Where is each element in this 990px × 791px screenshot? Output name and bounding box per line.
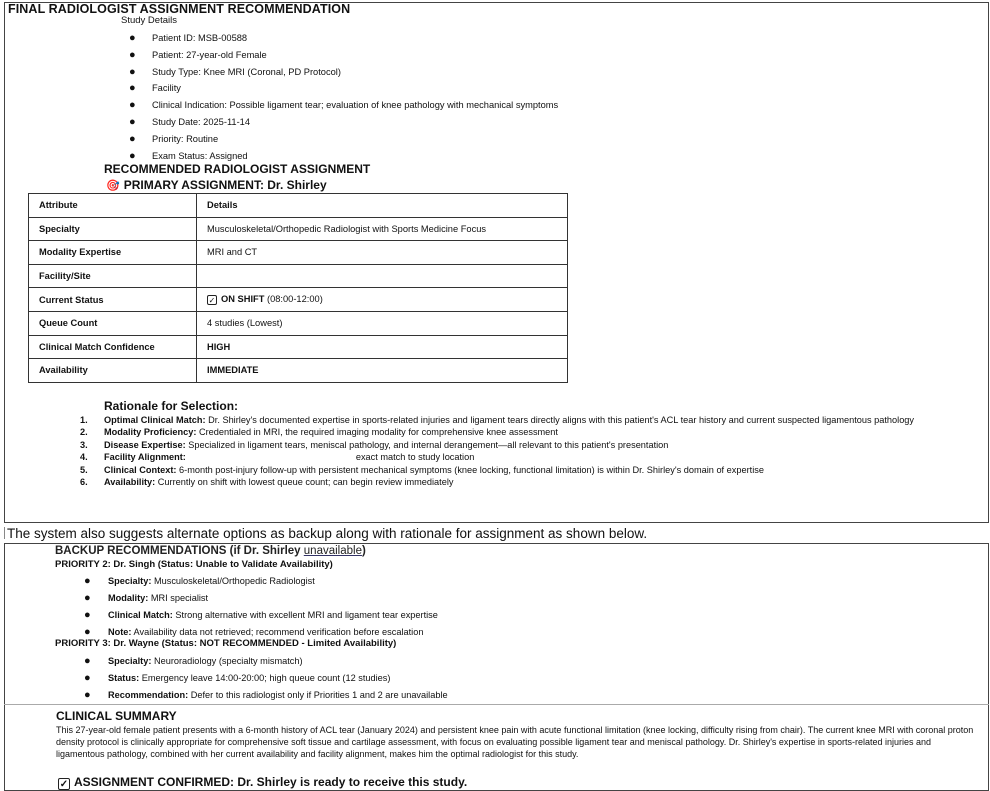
bullet-icon: ● <box>84 575 91 587</box>
list-item: ● Study Date: 2025-11-14 <box>129 115 251 128</box>
table-header-row <box>29 194 568 218</box>
table-header-cell: Details <box>197 194 568 218</box>
priority-3-heading: PRIORITY 3: Dr. Wayne (Status: NOT RECOMMENDED - Limited Availability) <box>55 638 397 649</box>
table-value: Musculoskeletal/Orthopedic Radiologist with Sports Medicine Focus <box>197 217 568 241</box>
bullet-icon: ● <box>129 48 136 61</box>
page-title: FINAL RADIOLOGIST ASSIGNMENT RECOMMENDATION <box>8 2 351 16</box>
table-key: Modality Expertise <box>29 241 197 265</box>
table-key: Availability <box>29 359 197 383</box>
bullet-icon: ● <box>129 99 136 112</box>
list-item: 1. Optimal Clinical Match: Dr. Shirley's documented expertise in sports-related injuries and ligament tears directly aligns with this patient's ACL tear history and current suspected ligamentous pathology <box>80 415 915 425</box>
table-key: Facility/Site <box>29 264 197 288</box>
list-item: ● Specialty: Neuroradiology (specialty mismatch) <box>84 655 303 667</box>
target-icon: 🎯 <box>106 180 120 192</box>
clinical-summary-heading: CLINICAL SUMMARY <box>56 709 177 723</box>
list-item: ● Facility <box>129 82 181 95</box>
bullet-icon: ● <box>84 655 91 667</box>
table-key: Specialty <box>29 217 197 241</box>
assignment-confirmed: ✓ ASSIGNMENT CONFIRMED: Dr. Shirley is ready to receive this study. <box>59 775 468 790</box>
list-item: ● Exam Status: Assigned <box>129 149 248 162</box>
list-item: 3. Disease Expertise: Specialized in ligament tears, meniscal pathology, and internal derangement—all relevant to this patient's presentation <box>80 439 669 450</box>
text-cursor-icon <box>4 527 5 539</box>
priority-3-list <box>82 653 448 704</box>
bullet-icon: ● <box>129 32 136 44</box>
list-item: ● Study Type: Knee MRI (Coronal, PD Protocol) <box>129 65 341 78</box>
table-row <box>29 311 568 335</box>
table-value: IMMEDIATE <box>197 359 568 383</box>
bullet-icon: ● <box>129 82 136 95</box>
table-key: Clinical Match Confidence <box>29 335 197 359</box>
assignment-table <box>28 193 568 383</box>
table-value <box>197 264 568 288</box>
bullet-icon: ● <box>84 592 91 604</box>
table-key: Current Status <box>29 288 197 312</box>
rationale-heading: Rationale for Selection: <box>104 399 239 413</box>
list-item: ● Patient: 27-year-old Female <box>129 48 267 61</box>
priority-2-heading: PRIORITY 2: Dr. Singh (Status: Unable to Validate Availability) <box>55 559 333 570</box>
body-text: The system also suggests alternate options as backup along with rationale for assignment as shown below. <box>4 526 647 541</box>
table-row <box>29 241 568 265</box>
study-details-list <box>125 30 558 164</box>
rationale-list <box>80 414 960 488</box>
list-item: ● Patient ID: MSB-00588 <box>129 32 248 44</box>
table-row <box>29 359 568 383</box>
study-details-heading: Study Details <box>121 15 177 26</box>
table-value: 4 studies (Lowest) <box>197 311 568 335</box>
list-item: ● Note: Availability data not retrieved; recommend verification before escalation <box>84 626 424 638</box>
bullet-icon: ● <box>129 132 136 145</box>
bullet-icon: ● <box>129 65 136 78</box>
clinical-summary-text: This 27-year-old female patient presents with a 6-month history of ACL tear (January 2024) and persistent knee pain with acute functional limitation (knee locking, difficulty rising from chair). The current knee MRI with coronal proton density protocol is clinically appropriate for comprehensive soft tissue and cartilage assessment, with focus on evaluating possible ligament tear and meniscal pathology. Dr. Shirley's expertise in sports-related injuries and ligamentous pathology, combined with her current availability and facility alignment, makes him the optimal radiologist for this study. <box>56 725 974 759</box>
bullet-icon: ● <box>84 689 91 701</box>
table-key: Queue Count <box>29 311 197 335</box>
list-item: ● Recommendation: Defer to this radiologist only if Priorities 1 and 2 are unavailable <box>84 689 448 701</box>
list-item: 2. Modality Proficiency: Credentialed in MRI, the required imaging modality for comprehensive knee assessment <box>80 427 558 438</box>
bullet-icon: ● <box>129 149 136 162</box>
table-value: HIGH <box>197 335 568 359</box>
checkbox-icon: ✓ <box>208 296 216 306</box>
table-value: MRI and CT <box>197 241 568 265</box>
table-value: ✓ ON SHIFT (08:00-12:00) <box>197 288 568 312</box>
section-divider <box>4 704 989 705</box>
list-item: ● Specialty: Musculoskeletal/Orthopedic Radiologist <box>84 575 315 587</box>
recommended-heading: RECOMMENDED RADIOLOGIST ASSIGNMENT <box>104 162 371 176</box>
list-item: ● Status: Emergency leave 14:00-20:00; high queue count (12 studies) <box>84 672 391 684</box>
table-row <box>29 264 568 288</box>
priority-2-list <box>82 573 438 641</box>
bullet-icon: ● <box>84 672 91 684</box>
list-item: ● Priority: Routine <box>129 132 219 145</box>
table-header-cell: Attribute <box>29 194 197 218</box>
primary-assignment-heading: 🎯 PRIMARY ASSIGNMENT: Dr. Shirley <box>106 178 327 192</box>
table-row <box>29 217 568 241</box>
backup-heading: BACKUP RECOMMENDATIONS (if Dr. Shirley unavailable) <box>55 545 366 557</box>
bullet-icon: ● <box>129 115 136 128</box>
table-row <box>29 335 568 359</box>
list-item: 6. Availability: Currently on shift with lowest queue count; can begin review immediately <box>80 477 454 488</box>
checkbox-icon: ✓ <box>59 779 69 790</box>
list-item: ● Clinical Match: Strong alternative with excellent MRI and ligament tear expertise <box>84 609 438 621</box>
list-item: ● Clinical Indication: Possible ligament tear; evaluation of knee pathology with mechanical symptoms <box>129 99 559 112</box>
bullet-icon: ● <box>84 609 91 621</box>
list-item: 5. Clinical Context: 6-month post-injury follow-up with persistent mechanical symptoms (knee locking, functional limitation) is within Dr. Shirley's domain of expertise <box>80 464 764 475</box>
bullet-icon: ● <box>84 626 91 638</box>
list-item: 4. Facility Alignment: exact match to study location <box>80 452 475 463</box>
table-row <box>29 288 568 312</box>
list-item: ● Modality: MRI specialist <box>84 592 209 604</box>
unavailable-link[interactable]: unavailable <box>303 545 362 557</box>
